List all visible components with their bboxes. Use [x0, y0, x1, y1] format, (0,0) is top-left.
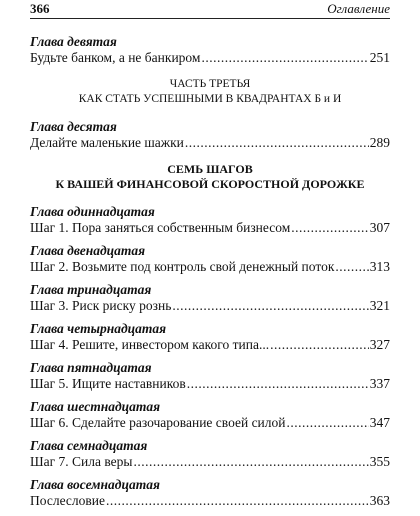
entry-page: 355 [369, 454, 390, 469]
toc-line [30, 134, 390, 151]
chapter-label: Глава семнадцатая [30, 438, 148, 453]
toc-entry [30, 438, 390, 470]
entry-title: Шаг 4. Решите, инвестором какого типа... [30, 337, 270, 352]
toc-entry [30, 360, 390, 392]
chapter-label: Глава девятая [30, 34, 117, 49]
dot-leader [287, 414, 369, 431]
toc-line [30, 375, 390, 392]
entry-title: Будьте банком, а не банкиром [30, 50, 201, 65]
entry-page: 347 [369, 415, 390, 430]
chapter-label: Глава одиннадцатая [30, 204, 155, 219]
toc-line [30, 258, 390, 275]
toc-entry [30, 282, 390, 314]
toc-line [30, 49, 390, 66]
chapter-label: Глава шестнадцатая [30, 399, 161, 414]
chapter-label: Глава двенадцатая [30, 243, 146, 258]
page-number: 366 [30, 1, 50, 16]
chapter-label: Глава десятая [30, 119, 117, 134]
entry-title: Шаг 2. Возьмите под контроль свой денежный поток [30, 259, 335, 274]
entry-title: Шаг 6. Сделайте разочарование своей силой [30, 415, 286, 430]
section-title: Оглавление [327, 1, 390, 16]
toc-entry [30, 399, 390, 431]
entry-page: 251 [369, 50, 390, 65]
dot-leader [172, 297, 368, 314]
toc-line [30, 414, 390, 431]
part-heading [30, 77, 390, 107]
toc-entry [30, 34, 390, 66]
entry-page: 321 [369, 298, 390, 313]
running-header [30, 0, 390, 19]
chapter-label: Глава тринадцатая [30, 282, 152, 297]
part-title: КАК СТАТЬ УСПЕШНЫМИ В КВАДРАНТАХ Б и И [78, 93, 342, 105]
chapter-label: Глава четырнадцатая [30, 321, 167, 336]
dot-leader [270, 336, 369, 353]
table-of-contents [30, 34, 390, 516]
toc-entry [30, 119, 390, 151]
chapter-label: Глава пятнадцатая [30, 360, 152, 375]
entry-title: Шаг 7. Сила веры [30, 454, 133, 469]
toc-line [30, 336, 390, 353]
dot-leader [185, 134, 369, 151]
dot-leader [335, 258, 368, 275]
toc-line [30, 492, 390, 509]
entry-page: 337 [369, 376, 390, 391]
steps-heading [30, 162, 390, 192]
dot-leader [291, 219, 368, 236]
toc-entry [30, 477, 390, 509]
steps-label: СЕМЬ ШАГОВ [167, 162, 253, 176]
entry-title: Шаг 1. Пора заняться собственным бизнесом [30, 220, 291, 235]
toc-entry [30, 321, 390, 353]
dot-leader [133, 453, 368, 470]
toc-line [30, 297, 390, 314]
toc-entry [30, 204, 390, 236]
entry-page: 363 [369, 493, 390, 508]
entry-title: Шаг 5. Ищите наставников [30, 376, 186, 391]
entry-page: 307 [369, 220, 390, 235]
toc-entry [30, 243, 390, 275]
part-label: ЧАСТЬ ТРЕТЬЯ [169, 78, 251, 90]
chapter-label: Глава восемнадцатая [30, 477, 160, 492]
steps-title: К ВАШЕЙ ФИНАНСОВОЙ СКОРОСТНОЙ ДОРОЖКЕ [55, 177, 365, 191]
toc-line [30, 453, 390, 470]
entry-page: 289 [369, 135, 390, 150]
entry-title: Делайте маленькие шажки [30, 135, 184, 150]
entry-page: 327 [369, 337, 390, 352]
entry-title: Послесловие [30, 493, 105, 508]
entry-page: 313 [369, 259, 390, 274]
dot-leader [201, 49, 368, 66]
toc-line [30, 219, 390, 236]
steps-list [30, 204, 390, 509]
dot-leader [187, 375, 369, 392]
dot-leader [106, 492, 369, 509]
entry-title: Шаг 3. Риск риску рознь [30, 298, 172, 313]
